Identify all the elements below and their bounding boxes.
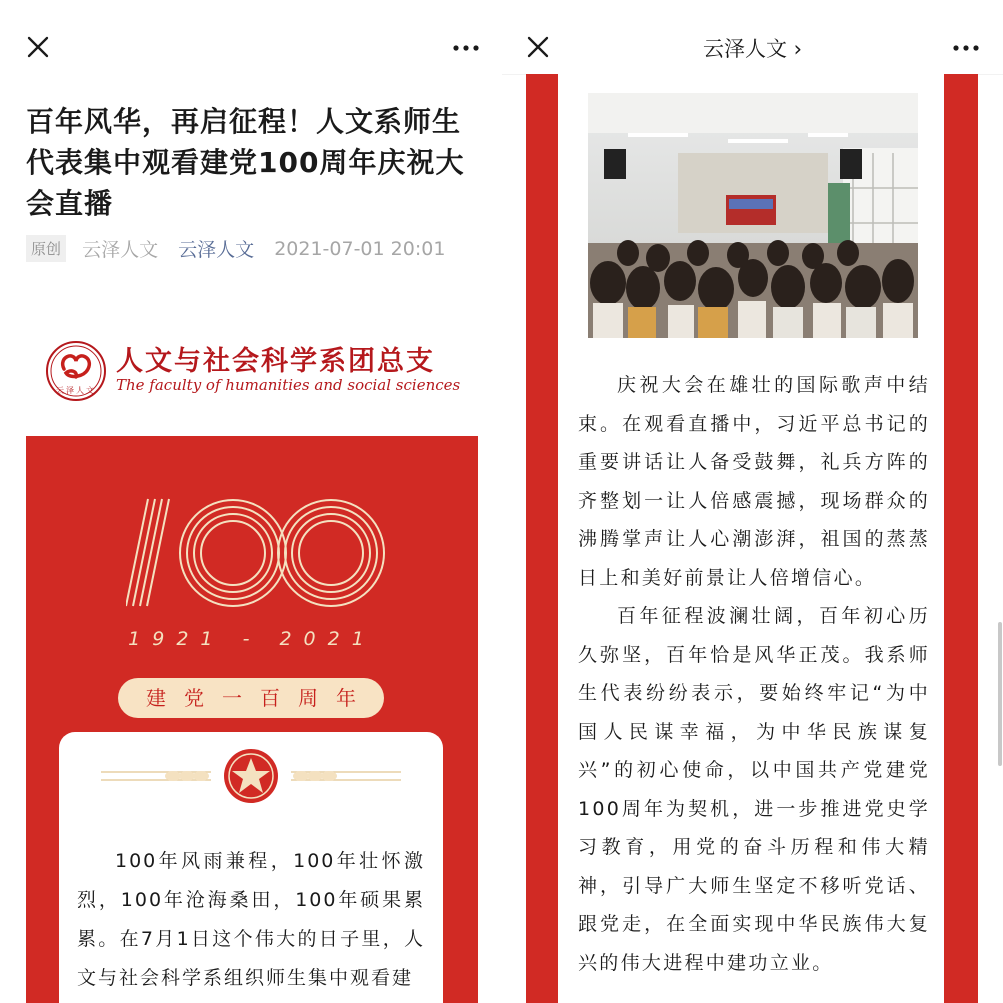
scrollbar-thumb[interactable] <box>998 622 1002 766</box>
close-icon <box>20 29 56 65</box>
account-link[interactable]: 云泽人文 <box>178 239 255 261</box>
more-button[interactable] <box>946 40 986 54</box>
article-title: 百年风华，再启征程！人文系师生代表集中观看建党100周年庆祝大会直播 <box>26 105 465 220</box>
years-range: 1921 - 2021 <box>128 628 376 650</box>
anniversary-banner <box>26 436 478 1003</box>
account-title[interactable]: 云泽人文 › <box>702 37 803 61</box>
publish-date: 2021-07-01 20:01 <box>274 237 446 260</box>
top-bar <box>502 0 1003 75</box>
more-icon <box>946 41 986 55</box>
audience-photo <box>588 93 918 338</box>
faculty-name-cn: 人文与社会科学系团总支 <box>116 346 435 377</box>
intro-card <box>59 732 443 1003</box>
original-badge: 原创 <box>26 235 66 262</box>
article-meta <box>26 235 445 261</box>
author-name: 云泽人文 <box>82 239 159 261</box>
close-button[interactable] <box>20 29 56 65</box>
classroom-image <box>588 93 918 338</box>
article-body <box>578 366 930 982</box>
top-bar <box>0 0 502 74</box>
seal-caption: 云泽人文 <box>56 386 96 395</box>
more-icon <box>446 41 486 55</box>
more-button[interactable] <box>446 40 486 54</box>
paragraph: 百年征程波澜壮阔，百年初心历久弥坚，百年恰是风华正茂。我系师生代表纷纷表示，要始终牢记“为中国人民谋幸福，为中华民族谋复兴”的初心使命，以中国共产党建党100周年为契机，进一步推进党史学习教育，用党的奋斗历程和伟大精神，引导广大师生坚定不移听党话、跟党走，在全面实现中华民族伟大复兴的伟大进程中建功立业。 <box>578 605 930 974</box>
faculty-logo <box>44 336 474 406</box>
hundred-graphic <box>126 496 386 616</box>
anniversary-pill: 建党一百周年 <box>118 678 384 718</box>
party-emblem-icon <box>101 746 401 806</box>
right-article-view <box>502 0 1003 1003</box>
faculty-name-en: The faculty of humanities and social sciences <box>116 376 461 394</box>
paragraph: 庆祝大会在雄壮的国际歌声中结束。在观看直播中，习近平总书记的重要讲话让人备受鼓舞，礼兵方阵的齐整划一让人倍感震撼，现场群众的沸腾掌声让人心潮澎湃，祖国的蒸蒸日上和美好前景让人倍增信心。 <box>578 374 930 589</box>
intro-paragraph: 100年风雨兼程，100年壮怀激烈，100年沧海桑田，100年硕果累累。在7月1日这个伟大的日子里，人文与社会科学系组织师生集中观看建 <box>77 850 425 989</box>
